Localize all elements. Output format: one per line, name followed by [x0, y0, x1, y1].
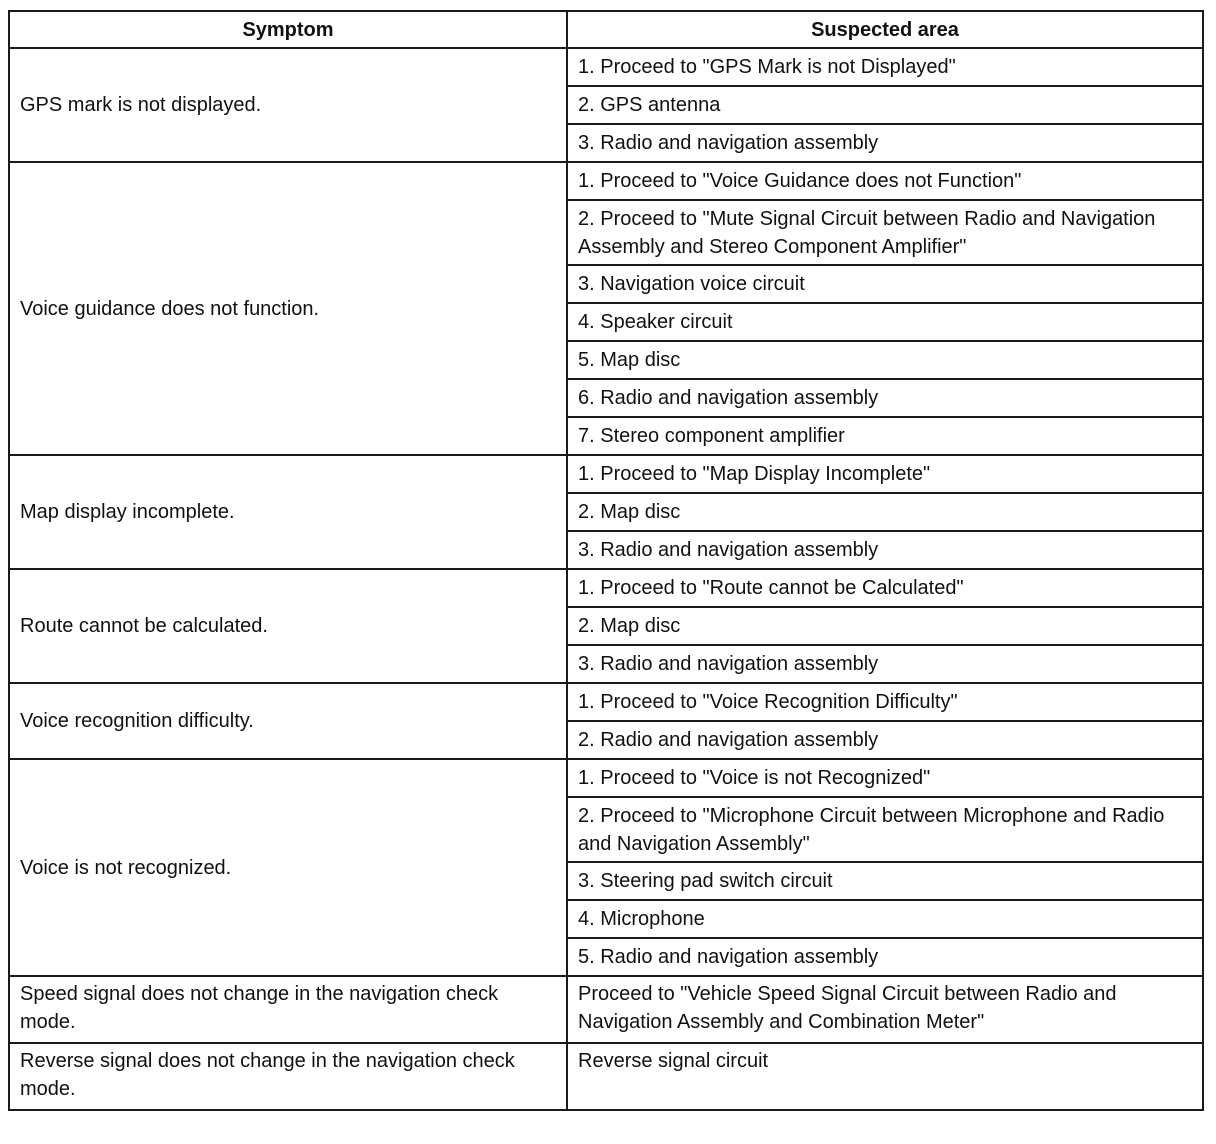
symptom-table: [8, 10, 1204, 1111]
suspected-area-cell: 2. Map disc: [567, 493, 1203, 531]
symptom-cell: Route cannot be calculated.: [9, 569, 567, 683]
suspected-area-cell: 2. Proceed to "Mute Signal Circuit between Radio and Navigation Assembly and Stereo Component Amplifier": [567, 200, 1203, 265]
suspected-area-cell: 3. Radio and navigation assembly: [567, 531, 1203, 569]
suspected-area-cell: 5. Map disc: [567, 341, 1203, 379]
table-body: [9, 48, 1203, 1110]
suspected-area-cell: Proceed to "Vehicle Speed Signal Circuit between Radio and Navigation Assembly and Combination Meter": [567, 976, 1203, 1043]
suspected-area-cell: 1. Proceed to "GPS Mark is not Displayed": [567, 48, 1203, 86]
suspected-area-cell: Reverse signal circuit: [567, 1043, 1203, 1110]
header-row: [9, 11, 1203, 48]
suspected-area-cell: 1. Proceed to "Voice Recognition Difficulty": [567, 683, 1203, 721]
table-row: [9, 976, 1203, 1043]
suspected-area-cell: 7. Stereo component amplifier: [567, 417, 1203, 455]
suspected-area-cell: 1. Proceed to "Map Display Incomplete": [567, 455, 1203, 493]
suspected-area-cell: 1. Proceed to "Voice Guidance does not Function": [567, 162, 1203, 200]
symptom-cell: Reverse signal does not change in the navigation check mode.: [9, 1043, 567, 1110]
suspected-area-cell: 2. GPS antenna: [567, 86, 1203, 124]
suspected-area-cell: 2. Proceed to "Microphone Circuit between Microphone and Radio and Navigation Assembly": [567, 797, 1203, 862]
table-row: [9, 455, 1203, 493]
suspected-area-cell: 6. Radio and navigation assembly: [567, 379, 1203, 417]
table-row: [9, 1043, 1203, 1110]
table-row: [9, 569, 1203, 607]
table-row: [9, 683, 1203, 721]
suspected-area-cell: 1. Proceed to "Voice is not Recognized": [567, 759, 1203, 797]
table-row: [9, 48, 1203, 86]
suspected-area-cell: 3. Radio and navigation assembly: [567, 645, 1203, 683]
symptom-column-header: Symptom: [9, 11, 567, 48]
symptom-cell: Voice is not recognized.: [9, 759, 567, 976]
suspected-area-cell: 4. Speaker circuit: [567, 303, 1203, 341]
symptom-cell: GPS mark is not displayed.: [9, 48, 567, 162]
table-row: [9, 759, 1203, 797]
table-row: [9, 162, 1203, 200]
suspected-area-cell: 2. Radio and navigation assembly: [567, 721, 1203, 759]
suspected-area-cell: 4. Microphone: [567, 900, 1203, 938]
suspected-area-cell: 3. Steering pad switch circuit: [567, 862, 1203, 900]
symptom-cell: Voice guidance does not function.: [9, 162, 567, 455]
suspected-area-cell: 1. Proceed to "Route cannot be Calculated": [567, 569, 1203, 607]
suspected-area-column-header: Suspected area: [567, 11, 1203, 48]
symptom-cell: Speed signal does not change in the navigation check mode.: [9, 976, 567, 1043]
suspected-area-cell: 5. Radio and navigation assembly: [567, 938, 1203, 976]
suspected-area-cell: 2. Map disc: [567, 607, 1203, 645]
suspected-area-cell: 3. Radio and navigation assembly: [567, 124, 1203, 162]
suspected-area-cell: 3. Navigation voice circuit: [567, 265, 1203, 303]
symptom-cell: Voice recognition difficulty.: [9, 683, 567, 759]
symptom-cell: Map display incomplete.: [9, 455, 567, 569]
troubleshooting-table-wrapper: [8, 10, 1202, 1111]
